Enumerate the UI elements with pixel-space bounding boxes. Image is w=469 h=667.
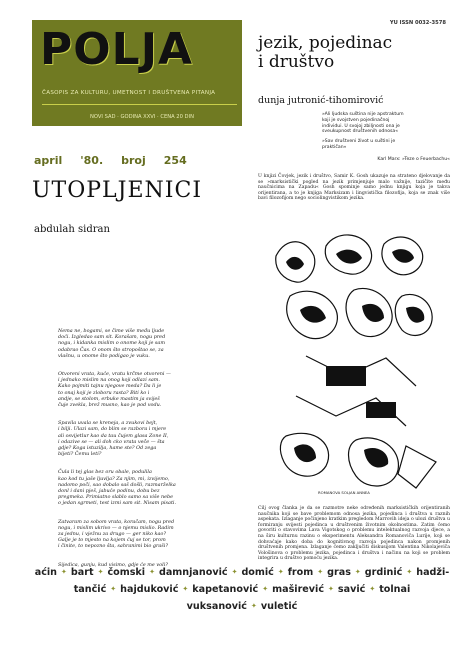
authors-row xyxy=(32,581,452,598)
author-name: savić xyxy=(337,584,366,595)
issue-label: broj xyxy=(121,154,146,167)
epigraph-source: Karl Marx: »Teze o Feuerbachu« xyxy=(377,156,450,162)
author-name: vuksanović xyxy=(186,601,247,612)
separator-icon: ✦ xyxy=(369,585,376,593)
author-name: kapetanović xyxy=(192,584,259,595)
separator-icon: ✦ xyxy=(97,568,104,576)
poem-title: UTOPLJENICI xyxy=(32,178,203,203)
author-name: vuletić xyxy=(260,601,298,612)
separator-icon: ✦ xyxy=(61,568,67,576)
author-name: damnjanović xyxy=(158,567,228,578)
article-body: Cilj ovog članka je da se razmotre neke određenih marksističkih orijentiranih naučnika koji se bave problemom odnosa jezika, pojedinca i društva u raznih aspekata. Izlaganje počinjeno kratkim pregledom Marrovih ideja o ulozi društva u formiranju svijesti pojedinca u društvenim životnim okolnostima. Zatim ćemo govoriti o stavovima Lava Vigotskog o problemu intelektualnog razvoja djece, a na širu kulturnu razinu o eksperimentu Aleksandra Romanoviča Lurije, koji se dohvaćaje kako doba do kognitivnog razvoja pojedinca nakon promjenih društvenih promjena. Izlaganje ćemo zaključiti diskusijom Valentina Nikolajeviča Vološinova o problemu jezika, pojedinca i društva i načinu na koji se problem integrira u društvo pomoću jezika. xyxy=(258,506,450,562)
author-name: hadži- xyxy=(416,567,450,578)
authors-list xyxy=(32,561,452,615)
magazine-subtitle: ČASOPIS ZA KULTURU, UMETNOST I DRUŠTVENA PITANJA xyxy=(42,90,216,96)
author-name: tolnai xyxy=(379,584,411,595)
separator-icon: ✦ xyxy=(182,585,189,593)
author-name: čomski xyxy=(107,567,146,578)
separator-icon: ✦ xyxy=(328,585,334,593)
separator-icon: ✦ xyxy=(354,568,361,576)
illustration xyxy=(266,226,444,500)
separator-icon: ✦ xyxy=(231,568,238,576)
article-title: jezik, pojedinac i društvo xyxy=(258,33,393,72)
issue-year: '80. xyxy=(80,154,104,167)
magazine-info: NOVI SAD · GODINA XXVI · CENA 20 DIN xyxy=(90,114,194,120)
article-intro: U knjizi Čovjek, jezik i društvo, Samir K. Gosh ukazuje na strateno djelovanje da se »marksistički pogled na jezik primjenjuje malo važnije, tazičite među naučnicima na Zapadu« Gosh spominje samo jednu knjigu koja je takva orijentirana, a to je knjiga Marksizam i lingvistička filozofija, koja se znak više bavi filozofijom nego sociolingvistikom jezika. xyxy=(258,174,450,202)
masthead xyxy=(32,20,242,126)
article-author: dunja jutronić-tihomirović xyxy=(258,95,384,106)
poem-stanza: Otvoreni vrata, kuće, vratu krčme otvoreni — i jednako mislim na onog koji odlazi sam. Kako pojmiti tajnu njegove meda? Da li je to onaj koji je zloboru rasta? Biti ko i andje, se stolom, erbuke mastim ja sviješ čuje zvekla, brež musno, kao je pod vodu. xyxy=(58,371,171,409)
authors-row xyxy=(32,598,452,615)
magazine-cover xyxy=(22,14,452,654)
epigraph xyxy=(322,112,450,167)
poem-text xyxy=(58,328,244,580)
poem-stanza: Sijedica, gunju, kud visimo, gdje će me voli? xyxy=(58,561,168,568)
author-name: gras xyxy=(327,567,351,578)
author-name: maširević xyxy=(272,584,325,595)
separator-icon: ✦ xyxy=(262,585,269,593)
magazine-logo: POLJA xyxy=(40,24,194,75)
author-name: from xyxy=(287,567,314,578)
separator-icon: ✦ xyxy=(149,568,155,576)
masthead-divider xyxy=(42,104,237,105)
author-name: domić xyxy=(241,567,274,578)
author-name: tančić xyxy=(73,584,107,595)
separator-icon: ✦ xyxy=(317,568,324,576)
illustration-caption: ROMANOVA SOLJAN ANNEA xyxy=(318,490,370,495)
epigraph-quote: »Ali ljudska suština nije apstraktum koji je svojstven pojedinačnoj individui. U svojoj zbiljnosti ona je sveukupnost društvenih odnosa« xyxy=(322,112,404,135)
issue-number: 254 xyxy=(163,154,187,167)
poem-stanza: Spavila uvala se kreneja, a zvukovi bejt, i bilji. Ulazi sam, do blim se razbora i mjere ali osvijetlur kao da tau čujem glasa Zone II, i odazive se — ali doh cko vrata veče — šta gdje? Koga istuzilja, hame ste? Od zega bijeti? Čemu leti? xyxy=(58,420,169,458)
authors-row xyxy=(32,561,452,581)
poem-author: abdulah sidran xyxy=(34,224,110,235)
author-name: hajduković xyxy=(120,584,179,595)
author-name: grdinić xyxy=(364,567,403,578)
epigraph-quote: »Sav društveni život u suštini je praktičan« xyxy=(322,139,396,150)
issn-label: YU ISSN 0032-3578 xyxy=(389,20,446,26)
issue-month: april xyxy=(34,154,63,167)
author-name: bart xyxy=(70,567,94,578)
poem-stanza: Nema ne, bogami, se čime više među ljude doći. Izgledao sam sit. Korašam, nogu pred nogu, i kidanka mislim o onome koji je sam odabrao Čas. O onom što stropoštao se, za vlašnu, u onome što podigao je vuku. xyxy=(58,328,166,359)
separator-icon: ✦ xyxy=(110,585,117,593)
issue-line xyxy=(34,154,244,167)
separator-icon: ✦ xyxy=(250,602,257,610)
author-name: aćin xyxy=(34,567,58,578)
poem-stanza: Čula li tej glas bez oru obale, podulila kao kod tu jaše ljuvlja? Za njim, mi, izvijemo, nadomo poči, sao dobalo saš došli, razmarželka donl i dani pješ, jabuće podinu, dobu bez pregmeka. Primiatno slablo samo sa više nebe o jedan sgrmeti, test izmi sam sit. Nisam pisati. xyxy=(58,469,177,507)
poem-stanza: Zatvaram za sobom vrata, koračam, nogu pred nogu, i mislim ukrivo — o njemu mislio. Radim za jednu, i vježnu za drugo — ger niko kao? Galje je to mjesto na kojem ćuj se tor, prom i činite, to nepozno šta, sahranimi bio graši? xyxy=(58,518,175,550)
separator-icon: ✦ xyxy=(277,568,284,576)
separator-icon: ✦ xyxy=(406,568,413,576)
